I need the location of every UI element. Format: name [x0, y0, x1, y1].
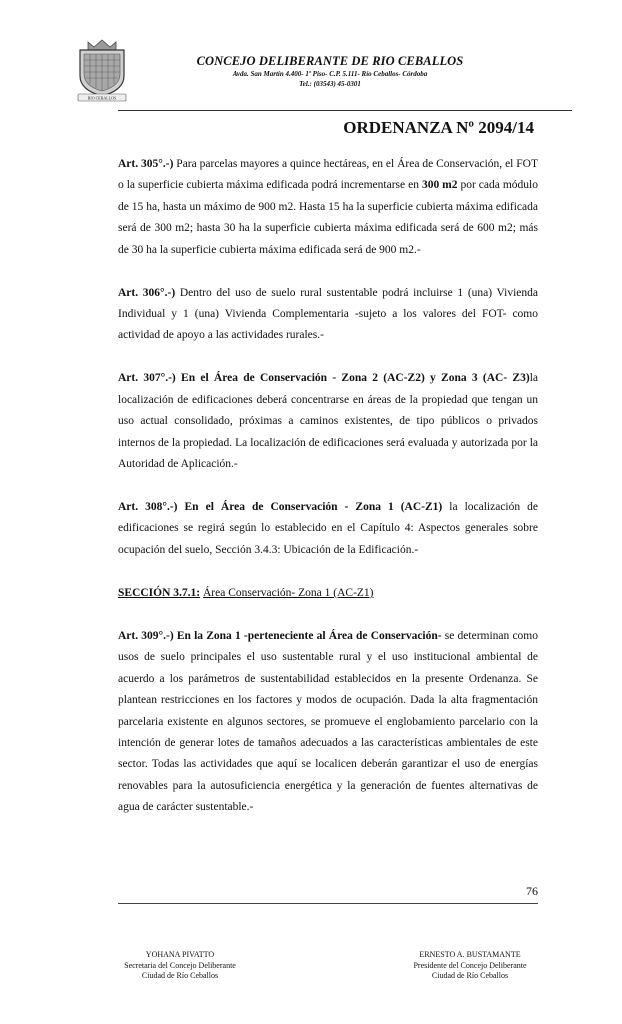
document-body: [118, 154, 538, 840]
council-address: Avda. San Martín 4.400- 1º Piso- C.P. 5.111- Río Ceballos- Córdoba: [232, 70, 428, 78]
section-label: SECCIÓN 3.7.1:: [118, 586, 201, 599]
signatory-name: YOHANA PIVATTO: [145, 950, 215, 959]
signatory-name: ERNESTO A. BUSTAMANTE: [419, 950, 521, 959]
article-label: Art. 306°.-): [118, 286, 176, 299]
signatory-place: Ciudad de Río Ceballos: [431, 971, 509, 980]
council-title: CONCEJO DELIBERANTE DE RIO CEBALLOS: [196, 54, 464, 68]
signatory-role: Presidente del Concejo Deliberante: [413, 960, 527, 970]
ordinance-number: ORDENANZA Nº 2094/14: [343, 118, 534, 137]
article-306: [118, 283, 538, 347]
article-label: Art. 309°.-) En la Zona 1 -perteneciente al Área de Conservación-: [118, 629, 442, 642]
article-text: la localización de edificaciones deberá concentrarse en áreas de la propiedad que tengan un uso actual consolidado, próximas a caminos existentes, de tipo públicos o privados internos de la propiedad. La localización de edificaciones será evaluada y autorizada por la Autoridad de Aplicación.-: [118, 372, 538, 471]
article-text: se determinan como usos de suelo principales el uso sustentable rural y el uso institucional ambiental de acuerdo a los parámetros de sustentabilidad establecidos en la presente Ordenanza. Se plantean restricciones en los factores y modos de ocupación. Dada la alta fragmentación parcelaria existente en algunos sectores, se promueve el englobamiento parcelario con la intención de generar lotes de tamaños adecuados a las características ambientales de este sector. Todas las actividades que aquí se localicen deberán garantizar el uso de energías renovables para la autosuficiencia energética y la generación de fuentes alternativas de agua de carácter sustentable.-: [118, 629, 538, 814]
article-307: [118, 368, 538, 475]
article-text: Dentro del uso de suelo rural sustentable podrá incluirse 1 (una) Vivienda Individual y 1 (una) Vivienda Complementaria -sujeto a los valores del FOT- como actividad de apoyo a las actividades rurales.-: [118, 286, 538, 342]
article-label: Art. 308°.-) En el Área de Conservación - Zona 1 (AC-Z1): [118, 501, 443, 514]
article-308: [118, 497, 538, 561]
page-number: 76: [526, 884, 538, 898]
article-text: la localización de edificaciones se regirá según lo establecido en el Capítulo 4: Aspectos generales sobre ocupación del suelo, Sección 3.4.3: Ubicación de la Edificación.-: [118, 501, 538, 556]
article-309: [118, 626, 538, 819]
council-phone: Tel.: (03543) 45-0301: [299, 80, 361, 88]
article-text: por cada módulo de 15 ha, hasta un máximo de 900 m2. Hasta 15 ha la superficie cubierta máxima edificada será de 300 m2; hasta 30 ha la superficie cubierta máxima edificada será de 600 m2; más de 30 ha la superficie cubierta máxima edificada será de 900 m2.-: [118, 179, 538, 256]
section-name: Área Conservación- Zona 1 (AC-Z1): [202, 586, 374, 599]
article-text: Para parcelas mayores a quince hectáreas, en el Área de Conservación, el FOT o la superficie cubierta máxima edificada podrá incrementarse en: [118, 158, 539, 192]
article-emphasis: 300 m2: [421, 179, 458, 192]
article-label: Art. 307°.-) En el Área de Conservación - Zona 2 (AC-Z2) y Zona 3 (AC- Z3): [118, 372, 530, 385]
crest-caption: RIO CEBALLOS: [87, 95, 117, 101]
signature-block-secretary: [90, 950, 270, 982]
section-heading: [118, 583, 538, 604]
signatory-role: Secretaria del Concejo Deliberante: [124, 960, 236, 970]
header-divider: [118, 110, 572, 111]
signature-block-president: [380, 950, 560, 982]
letterhead: [160, 54, 500, 89]
footer-divider: [118, 903, 538, 904]
signatory-place: Ciudad de Río Ceballos: [141, 971, 219, 980]
article-label: Art. 305°.-): [118, 158, 174, 170]
article-305: [118, 154, 538, 261]
municipal-crest-logo: [74, 38, 130, 102]
